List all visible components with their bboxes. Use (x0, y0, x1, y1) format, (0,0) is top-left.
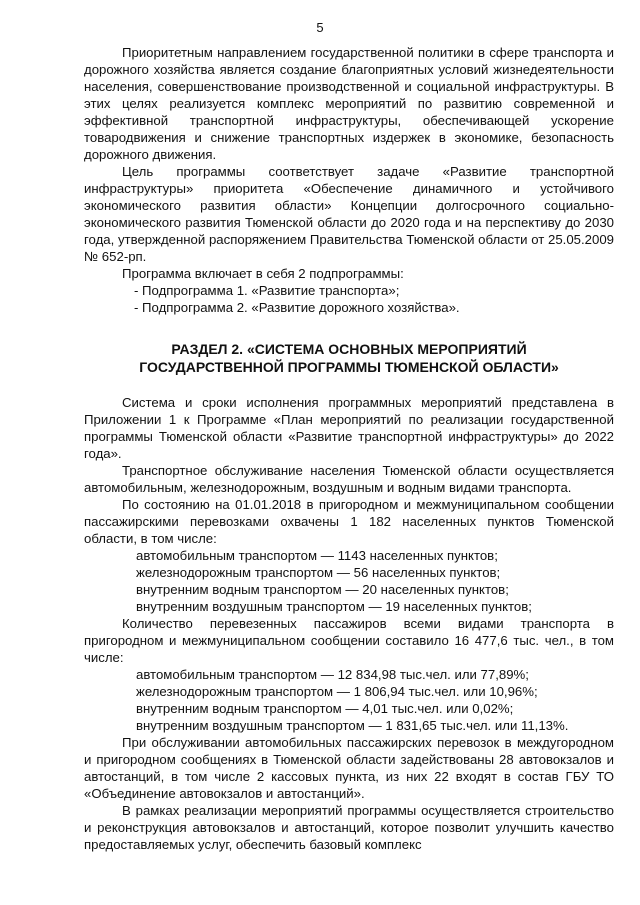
paragraph-settlements: По состоянию на 01.01.2018 в пригородном и межмуниципальном сообщении пассажирскими перевозками охвачены 1 182 населенных пунктов Тюменской области, в том числе: (84, 497, 614, 546)
section-heading-line-2: ГОСУДАРСТВЕННОЙ ПРОГРАММЫ ТЮМЕНСКОЙ ОБЛАСТИ» (139, 359, 559, 375)
settlement-item: железнодорожным транспортом — 56 населенных пунктов; (136, 565, 501, 580)
settlement-item: внутренним воздушным транспортом — 19 населенных пунктов; (136, 599, 532, 614)
passenger-item: внутренним водным транспортом — 4,01 тыс.чел. или 0,02%; (136, 701, 514, 716)
paragraph-goal: Цель программы соответствует задаче «Развитие транспортной инфраструктуры» приоритета «Обеспечение динамичного и устойчивого экономического развития области» Концепции долгосрочного социально-экономического развития Тюменской области до 2020 года и на перспективу до 2030 года, утвержденной распоряжением Правительства Тюменской области от 25.05.2009 № 652-рп. (84, 164, 614, 264)
paragraph-transport: Транспортное обслуживание населения Тюменской области осуществляется автомобильным, железнодорожным, воздушным и водным видами транспорта. (84, 463, 614, 495)
passenger-item: внутренним воздушным транспортом — 1 831,65 тыс.чел. или 11,13%. (136, 718, 569, 733)
subprogram-2: - Подпрограмма 2. «Развитие дорожного хозяйства». (134, 300, 460, 315)
subprogram-1: - Подпрограмма 1. «Развитие транспорта»; (134, 283, 400, 298)
paragraph-stations: При обслуживании автомобильных пассажирских перевозок в междугородном и пригородном сообщениях в Тюменской области задействованы 28 автовокзалов и автостанций, в том числе 2 кассовых пункта, из них 22 входят в состав ГБУ ТО «Объединение автовокзалов и автостанций». (84, 735, 614, 801)
settlement-item: внутренним водным транспортом — 20 населенных пунктов; (136, 582, 509, 597)
passenger-item: автомобильным транспортом — 12 834,98 тыс.чел. или 77,89%; (136, 667, 529, 682)
passenger-item: железнодорожным транспортом — 1 806,94 тыс.чел. или 10,96%; (136, 684, 538, 699)
page-number: 5 (316, 20, 324, 35)
paragraph-passengers: Количество перевезенных пассажиров всеми видами транспорта в пригородном и межмуниципальном сообщении составило 16 477,6 тыс. чел., в том числе: (84, 616, 614, 665)
paragraph-subprograms-intro: Программа включает в себя 2 подпрограммы: (122, 266, 404, 281)
paragraph-system: Система и сроки исполнения программных мероприятий представлена в Приложении 1 к Программе «План мероприятий по реализации государственной программы Тюменской области «Развитие транспортной инфраструктуры» до 2022 года». (84, 395, 614, 461)
section-heading (84, 340, 614, 376)
section-heading-line-1: РАЗДЕЛ 2. «СИСТЕМА ОСНОВНЫХ МЕРОПРИЯТИЙ (171, 341, 527, 357)
document-body (84, 44, 614, 853)
paragraph-priority: Приоритетным направлением государственной политики в сфере транспорта и дорожного хозяйства является создание благоприятных условий жизнедеятельности населения, совершенствование производственной и социальной инфраструктуры. В этих целях реализуется комплекс мероприятий по развитию современной и эффективной транспортной инфраструктуры, обеспечивающей ускорение товародвижения и снижение транспортных издержек в экономике, безопасность дорожного движения. (84, 45, 614, 162)
settlement-item: автомобильным транспортом — 1143 населенных пунктов; (136, 548, 498, 563)
paragraph-construction: В рамках реализации мероприятий программы осуществляется строительство и реконструкция автовокзалов и автостанций, которое позволит улучшить качество предоставляемых услуг, обеспечить базовый комплекс (84, 803, 614, 852)
